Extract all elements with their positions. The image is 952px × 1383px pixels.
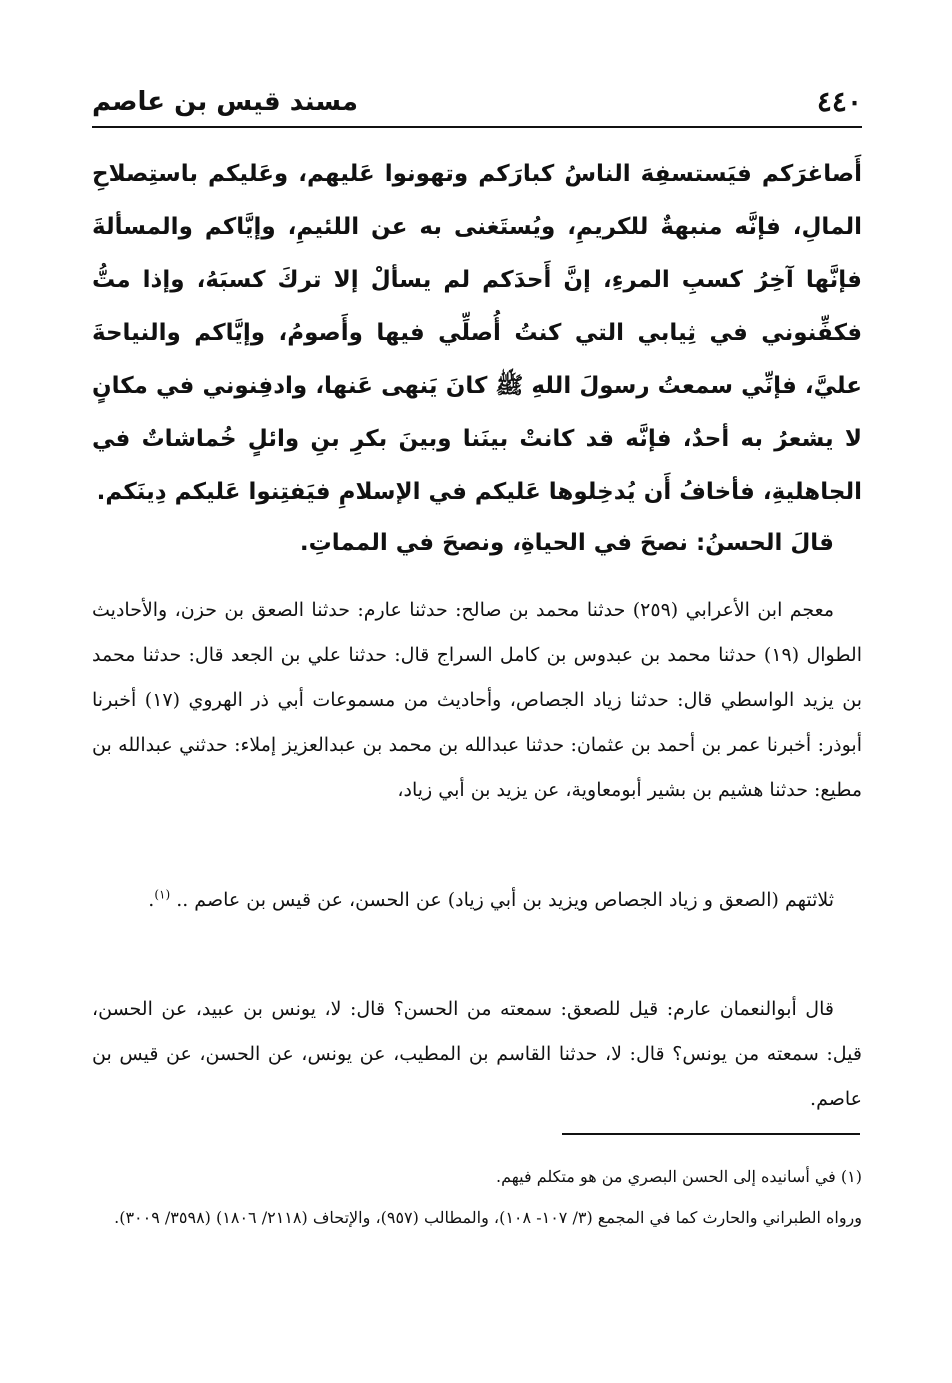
running-head [92,84,862,124]
footnote-1: (١) في أسانيده إلى الحسن البصري من هو متكلم فيهم. [496,1167,862,1186]
hasan-quote: قالَ الحسنُ: نصحَ في الحياةِ، ونصحَ في المماتِ. [299,530,834,556]
summary-trailing: . [148,889,155,911]
header-rule [92,126,862,128]
footnote-separator [562,1133,860,1135]
footnote-2: ورواه الطبراني والحارث كما في المجمع (٣/ ١٠٧- ١٠٨)، والمطالب (٩٥٧)، والإتحاف (٢١١٨/ ١٨٠٦) (٣٥٩٨/ ٣٠٠٩). [114,1208,862,1227]
takhrij-paragraph: معجم ابن الأعرابي (٢٥٩) حدثنا محمد بن صالح: حدثنا عارم: حدثنا الصعق بن حزن، والأحاديث الطوال (١٩) حدثنا محمد بن عبدوس بن كامل السراج قال: حدثنا علي بن الجعد قال: حدثنا محمد بن يزيد الواسطي قال: حدثنا زياد الجصاص، وأحاديث من مسموعات أبي ذر الهروي (١٧) أخبرنا أبوذر: أخبرنا عمر بن أحمد بن عثمان: حدثنا عبدالله بن محمد بن عبدالعزيز إملاء: حدثني عبدالله بن مطيع: حدثنا هشيم بن بشير أبومعاوية، عن يزيد بن أبي زياد، [92,599,863,801]
header-title: مسند قيس بن عاصم [92,87,358,117]
summary-text: ثلاثتهم (الصعق و زياد الجصاص ويزيد بن أبي زياد) عن الحسن، عن قيس بن عاصم .. [176,889,834,911]
summary-paragraph [92,878,862,923]
footnote-marker[interactable]: (١) [154,887,171,902]
page-number: ٤٤٠ [816,85,862,118]
hadith-text: أَصاغرَكم فيَستسفِهَ الناسُ كبارَكم وتهونوا عَليهم، وعَليكم باستِصلاحِ المالِ، فإنَّه منبهةٌ للكريمِ، ويُستَغنى به عن اللئيمِ، وإيَّاكم والمسألةَ فإنَّها آخِرُ كسبِ المرءِ، إنَّ أَحدَكم لم يسألْ إلا تركَ كسبَهُ، وإذا متُّ فكفِّنوني في ثِيابي التي كنتُ أُصلِّي فيها وأَصومُ، وإيَّاكم والنياحةَ عليَّ، فإنِّي سمعتُ رسولَ اللهِ ﷺ كانَ يَنهى عَنها، وادفِنوني في مكانٍ لا يشعرُ به أحدٌ، فإنَّه قد كانتْ بينَنا وبينَ بكرِ بنِ وائلٍ خُماشاتٌ في الجاهليةِ، فأخافُ أَن يُدخِلوها عَليكم في الإسلامِ فيَفتِنوا عَليكم دِينَكم. [92,161,862,505]
narration-paragraph: قال أبوالنعمان عارم: قيل للصعق: سمعته من الحسن؟ قال: لا، يونس بن عبيد، عن الحسن، قيل: سمعته من يونس؟ قال: لا، حدثنا القاسم بن المطيب، عن يونس، عن الحسن، عن قيس بن عاصم. [92,998,862,1110]
